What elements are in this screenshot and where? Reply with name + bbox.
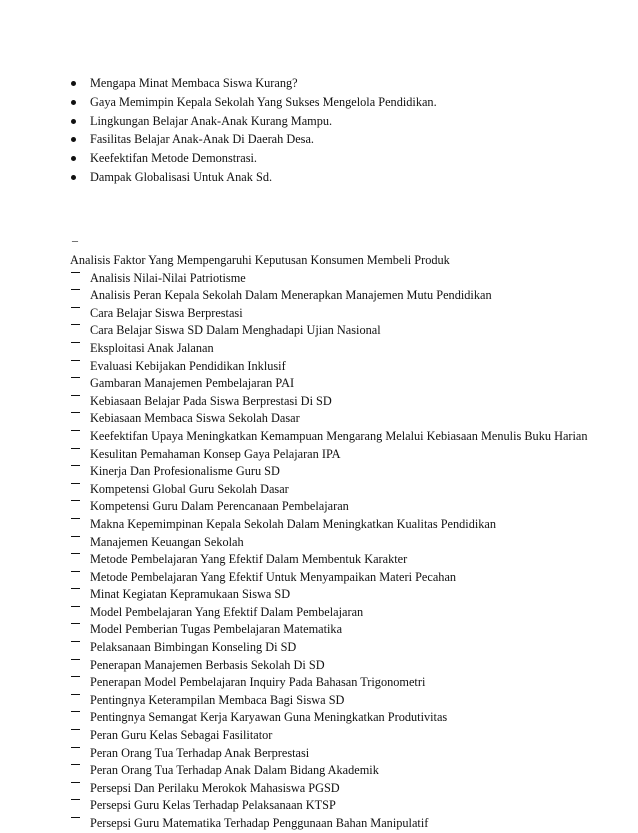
dash-marker-icon: [71, 606, 80, 607]
dash-marker-icon: [71, 342, 80, 343]
bullet-dot-icon: [71, 81, 76, 86]
dash-item-text: Kebiasaan Membaca Siswa Sekolah Dasar: [90, 411, 300, 426]
dash-item: [70, 410, 615, 428]
dash-marker-icon: [71, 465, 80, 466]
bullet-list: [70, 74, 610, 187]
dash-item: [70, 375, 615, 393]
dash-item: [70, 551, 615, 569]
bullet-text: Lingkungan Belajar Anak-Anak Kurang Mampu.: [90, 113, 333, 128]
dash-item-text: Model Pembelajaran Yang Efektif Dalam Pembelajaran: [90, 604, 364, 619]
dash-marker-icon: [71, 307, 80, 308]
dash-item: [70, 709, 615, 727]
bullet-text: Dampak Globalisasi Untuk Anak Sd.: [90, 169, 273, 184]
dash-marker-icon: [71, 782, 80, 783]
dash-marker-icon: [71, 641, 80, 642]
dash-item-text: Pentingnya Keterampilan Membaca Bagi Siswa SD: [90, 692, 345, 707]
dash-marker-icon: [71, 324, 80, 325]
bullet-dot-icon: [71, 137, 76, 142]
dash-item-text: Pelaksanaan Bimbingan Konseling Di SD: [90, 640, 297, 655]
dash-item-text: Eksploitasi Anak Jalanan: [90, 340, 214, 355]
dash-marker-icon: [71, 799, 80, 800]
dash-marker-icon: [71, 694, 80, 695]
bullet-item: [70, 74, 610, 93]
dash-marker-icon: [71, 500, 80, 501]
dash-marker-icon: [71, 360, 80, 361]
dash-marker-icon: [71, 377, 80, 378]
dash-item: [70, 393, 615, 411]
dash-item: [70, 463, 615, 481]
dash-item-text: Makna Kepemimpinan Kepala Sekolah Dalam Meningkatkan Kualitas Pendidikan: [90, 516, 497, 531]
dash-list: [70, 270, 615, 833]
bullet-item: [70, 149, 610, 168]
dash-item-text: Peran Orang Tua Terhadap Anak Dalam Bidang Akademik: [90, 763, 379, 778]
bullet-text: Fasilitas Belajar Anak-Anak Di Daerah Desa.: [90, 132, 315, 147]
dash-marker-icon: [71, 676, 80, 677]
dash-item-text: Analisis Nilai-Nilai Patriotisme: [90, 270, 246, 285]
dash-item: [70, 287, 615, 305]
dash-item: [70, 358, 615, 376]
dash-marker-icon: [71, 588, 80, 589]
dash-item: [70, 270, 615, 288]
bullet-text: Gaya Memimpin Kepala Sekolah Yang Sukses Mengelola Pendidikan.: [90, 94, 437, 109]
dash-item-text: Kompetensi Guru Dalam Perencanaan Pembelajaran: [90, 499, 349, 514]
dash-item-text: Peran Orang Tua Terhadap Anak Berprestasi: [90, 745, 310, 760]
dash-item: [70, 340, 615, 358]
dash-item: [70, 674, 615, 692]
dash-item: [70, 305, 615, 323]
bullet-item: [70, 93, 610, 112]
dash-item: [70, 498, 615, 516]
dash-item-text: Penerapan Manajemen Berbasis Sekolah Di SD: [90, 657, 325, 672]
dash-item-text: Kesulitan Pemahaman Konsep Gaya Pelajaran IPA: [90, 446, 341, 461]
bullet-dot-icon: [71, 175, 76, 180]
dash-item: [70, 745, 615, 763]
dash-marker-icon: [71, 430, 80, 431]
dash-marker-icon: [71, 412, 80, 413]
dash-item-text: Manajemen Keuangan Sekolah: [90, 534, 244, 549]
dash-item: [70, 446, 615, 464]
dash-marker-icon: [71, 483, 80, 484]
dash-marker-icon: [71, 571, 80, 572]
dash-marker-icon: [71, 729, 80, 730]
dash-item: [70, 727, 615, 745]
dash-item-text: Cara Belajar Siswa SD Dalam Menghadapi Ujian Nasional: [90, 323, 381, 338]
dash-marker-icon: [71, 536, 80, 537]
topic-list-block: [70, 252, 615, 833]
dash-item-text: Analisis Peran Kepala Sekolah Dalam Menerapkan Manajemen Mutu Pendidikan: [90, 288, 492, 303]
dash-item: [70, 762, 615, 780]
dash-item-text: Evaluasi Kebijakan Pendidikan Inklusif: [90, 358, 286, 373]
lone-dash: –: [72, 233, 78, 247]
dash-item-text: Gambaran Manajemen Pembelajaran PAI: [90, 376, 295, 391]
dash-item-text: Kebiasaan Belajar Pada Siswa Berprestasi Di SD: [90, 393, 332, 408]
dash-item: [70, 534, 615, 552]
dash-item: [70, 428, 615, 446]
dash-marker-icon: [71, 272, 80, 273]
dash-item-text: Metode Pembelajaran Yang Efektif Untuk Menyampaikan Materi Pecahan: [90, 569, 457, 584]
dash-item: [70, 639, 615, 657]
bullet-text: Mengapa Minat Membaca Siswa Kurang?: [90, 76, 298, 90]
dash-item: [70, 604, 615, 622]
dash-item-text: Model Pemberian Tugas Pembelajaran Matematika: [90, 622, 343, 637]
dash-item-text: Cara Belajar Siswa Berprestasi: [90, 305, 243, 320]
dash-item-text: Persepsi Dan Perilaku Merokok Mahasiswa PGSD: [90, 780, 340, 795]
dash-marker-icon: [71, 448, 80, 449]
dash-item: [70, 797, 615, 815]
bullet-item: [70, 168, 610, 187]
dash-item: [70, 569, 615, 587]
dash-item-text: Keefektifan Upaya Meningkatkan Kemampuan Mengarang Melalui Kebiasaan Menulis Buku Harian: [90, 428, 588, 443]
dash-item: [70, 322, 615, 340]
dash-marker-icon: [71, 747, 80, 748]
bullet-text: Keefektifan Metode Demonstrasi.: [90, 151, 257, 166]
dash-item-text: Minat Kegiatan Kepramukaan Siswa SD: [90, 587, 291, 602]
dash-marker-icon: [71, 623, 80, 624]
dash-item-text: Kinerja Dan Profesionalisme Guru SD: [90, 464, 280, 479]
dash-item: [70, 481, 615, 499]
dash-item-text: Metode Pembelajaran Yang Efektif Dalam Membentuk Karakter: [90, 552, 408, 567]
lead-line: Analisis Faktor Yang Mempengaruhi Keputusan Konsumen Membeli Produk: [70, 253, 450, 267]
bullet-dot-icon: [71, 100, 76, 105]
bullet-item: [70, 112, 610, 131]
dash-marker-icon: [71, 711, 80, 712]
dash-item-text: Pentingnya Semangat Kerja Karyawan Guna Meningkatkan Produtivitas: [90, 710, 448, 725]
bullet-item: [70, 130, 610, 149]
dash-item-text: Kompetensi Global Guru Sekolah Dasar: [90, 481, 289, 496]
dash-item: [70, 516, 615, 534]
dash-marker-icon: [71, 518, 80, 519]
dash-item-text: Persepsi Guru Matematika Terhadap Penggunaan Bahan Manipulatif: [90, 816, 429, 830]
bullet-dot-icon: [71, 156, 76, 161]
dash-marker-icon: [71, 659, 80, 660]
dash-item-text: Persepsi Guru Kelas Terhadap Pelaksanaan KTSP: [90, 798, 336, 813]
dash-item: [70, 815, 615, 833]
dash-marker-icon: [71, 764, 80, 765]
dash-item: [70, 780, 615, 798]
dash-item-text: Penerapan Model Pembelajaran Inquiry Pada Bahasan Trigonometri: [90, 675, 426, 690]
dash-marker-icon: [71, 289, 80, 290]
dash-marker-icon: [71, 395, 80, 396]
dash-marker-icon: [71, 553, 80, 554]
dash-item: [70, 657, 615, 675]
dash-item: [70, 621, 615, 639]
dash-item-text: Peran Guru Kelas Sebagai Fasilitator: [90, 728, 273, 743]
dash-item: [70, 586, 615, 604]
dash-item: [70, 692, 615, 710]
dash-marker-icon: [71, 817, 80, 818]
bullet-dot-icon: [71, 119, 76, 124]
